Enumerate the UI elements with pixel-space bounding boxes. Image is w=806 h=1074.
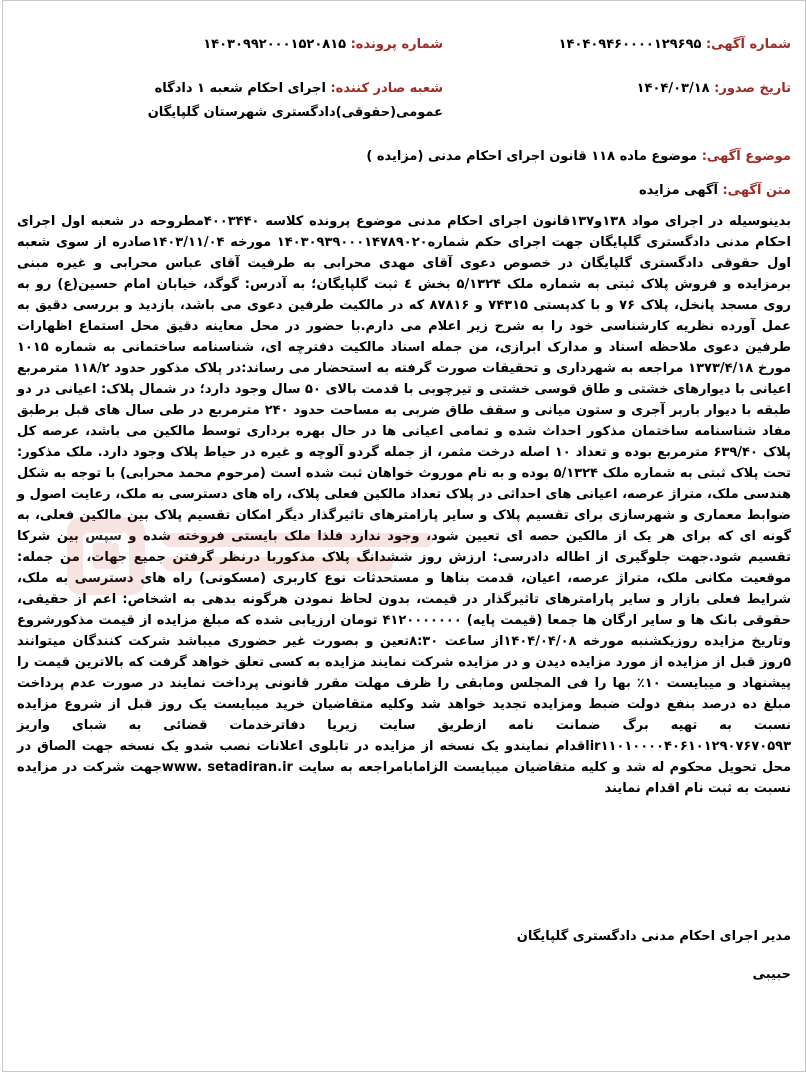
file-number-row (203, 37, 443, 52)
notice-page (2, 0, 806, 1072)
signature-name: حبیبی (752, 967, 791, 982)
notice-body-paragraph: بدینوسیله در اجرای مواد ۱۳۸و۱۳۷قانون اجرای احکام مدنی موضوع پرونده کلاسه ۴۰۰۳۴۴۰مطروحه در شعبه اول اجرای احکام مدنی دادگستری گلپایگان جهت اجرای حکم شماره۱۴۰۳۰۹۳۹۰۰۰۱۴۷۸۹۰۲۰ مورخه ۱۴۰۳/۱۱/۰۴صادره از سوی شعبه اول حقوقی دادگستری گلپایگان در خصوص دعوی آقای مهدی محرابی به طرفیت آقای عباس محرابی و غیره مبنی برمزایده و فروش پلاک ثبتی به شماره ملک ۵/۱۳۲۴ بخش ٤ ثبت گلپایگان؛ به آدرس: گوگد، خیابان امام حسین(ع) رو به روی مسجد پانخل، پلاک ۷۶ و با کدپستی ۷۴۳۱۵ و ۸۷۸۱۶ که در مالکیت طرفین دعوی می باشد، بازدید و بررسی دقیق به عمل آورده نظریه کارشناسی خود را به شرح زیر اعلام می دارم.با حضور در محل معاینه دقیق محل استماع اظهارات طرفین دعوی ملاحظه اسناد و مدارک ابرازی، من جمله اسناد مالکیت دفترچه ای، شناسنامه ساختمانی به شماره ۱۰۱۵ مورخ ۱۳۷۳/۴/۱۸ مراجعه به شهرداری و تحقیقات صورت گرفته به استحضار می رساند:در پلاک مذکور حدود ۱۱۸/۲ مترمربع اعیانی با دیوارهای خشتی و طاق قوسی خشتی و تیرچوبی با قدمت بالای ۵۰ سال وجود دارد؛ در شمال پلاک: اعیانی در دو طبقه با دیوار باربر آجری و ستون میانی و سقف طاق ضربی به مساحت حدود ۲۴۰ مترمربع در طی سال های قبل برطبق مفاد شناسنامه ساختمان مذکور احداث شده و تمامی اعیانی ها در حال بهره برداری توسط مالکین می باشد، عرصه کل پلاک ۶۳۹/۴۰ مترمربع بوده و تعداد ۱۰ اصله درخت مثمر، از جمله گردو آلوچه و غیره در حیاط پلاک وجود دارد. ملک مذکور: تحت پلاک ثبتی به شماره ملک ۵/۱۳۲۴ بوده و به نام موروث خواهان ثبت شده است (مرحوم محمد محرابی) با توجه به شکل هندسی ملک، متراژ عرصه، اعیانی های احداثی در پلاک تعداد مالکین فعلی پلاک، راه های دسترسی به ملک، رعایت اصول و ضوابط معماری و شهرسازی برای تقسیم پلاک و سایر پارامترهای تاثیرگذار دیگر امکان تقسیم پلاک بین مالکین فعلی، به گونه ای که برای هر یک از مالکین حصه ای تعیین شود، وجود ندارد فلذا ملک بایستی فروخته شده و سپس بین شرکا تقسیم شود.جهت جلوگیری از اطاله دادرسی: ارزش روز ششدانگ پلاک مذکوربا درنظر گرفتن جمیع جهات، من جمله: موقعیت مکانی ملک، متراژ عرصه، اعیان، قدمت بناها و مستحدثات نوع کاربری (مسکونی) راه های دسترسی به ملک، شرایط فعلی بازار و سایر پارامترهای تاثیرگذار در قیمت، بدون لحاظ نمودن هرگونه بدهی به اشخاص: اعم از حقیقی، حقوقی بانک ها و سایر ارگان ها جمعا (قیمت پایه) ۴۱۲۰۰۰۰۰۰۰ تومان ارزیابی شده که مبلغ مزایده از قیمت مذکورشروع وتاریخ مزایده روزیکشنبه مورخه ۱۴۰۴/۰۴/۰۸از ساعت ۸:۳۰تعین و بصورت غیر حضوری میباشد شرکت کنندگان میتوانند ۵روز قبل از مزایده از مورد مزایده دیدن و در مزایده شرکت نمایند مزایده به کسی تعلق خواهد گرفت که بالاترین قیمت را پیشنهاد و میبایست ۱۰٪ بها را فی المجلس ومابقی را ظرف مهلت مقرر قانونی پرداخت نمایند در صورت عدم پرداخت مبلغ ده درصد بنفع دولت ضبط ومزایده تجدید خواهد شد وکلیه متقاضیان خرید میبایست یک روز قبل از شروع مزایده نسبت به تهیه برگ ضمانت نامه ازطریق سایت زیریا دفاترخدمات قضائی به شبای واریز ir۱۱۰۱۰۰۰۰۴۰۶۱۰۱۲۹۰۷۶۷۰۵۹۳اقدام نمایندو یک نسخه از مزایده در تابلوی اعلانات نصب شدو یک نسخه جهت الصاق در محل تحویل محکوم له شد و کلیه متقاضیان میبایست الزامابامراجعه به سایت www. setadiran.irجهت شرکت در مزایده نسبت به ثبت نام اقدام نمایند (17, 214, 792, 796)
issue-date-row (637, 81, 791, 96)
ad-number-row (559, 37, 791, 52)
file-number-label: شماره پرونده: (350, 37, 443, 52)
issuing-branch-row (143, 77, 443, 125)
signature-title: مدیر اجرای احکام مدنی دادگستری گلپایگان (516, 929, 791, 944)
issuing-branch-label: شعبه صادر کننده: (330, 81, 443, 96)
file-number-value: ۱۴۰۳۰۹۹۲۰۰۰۱۵۲۰۸۱۵ (203, 37, 347, 52)
issuing-branch-value: اجرای احکام شعبه ۱ دادگاه عمومی(حقوقی)دادگستری شهرستان گلپایگان (147, 81, 443, 120)
ad-text-row (639, 183, 791, 198)
subject-label: موضوع آگهی: (701, 149, 791, 164)
subject-value: موضوع ماده ۱۱۸ قانون اجرای احکام مدنی (مزایده ) (366, 149, 698, 164)
ad-number-value: ۱۴۰۴۰۹۴۶۰۰۰۰۱۲۹۶۹۵ (558, 37, 702, 52)
issue-date-label: تاریخ صدور: (714, 81, 791, 96)
subject-row (366, 149, 791, 164)
issue-date-value: ۱۴۰۴/۰۳/۱۸ (636, 81, 710, 96)
ad-number-label: شماره آگهی: (705, 37, 791, 52)
ad-text-label: متن آگهی: (722, 183, 791, 198)
ad-text-value: آگهی مزایده (639, 183, 718, 198)
notice-body (17, 211, 791, 799)
